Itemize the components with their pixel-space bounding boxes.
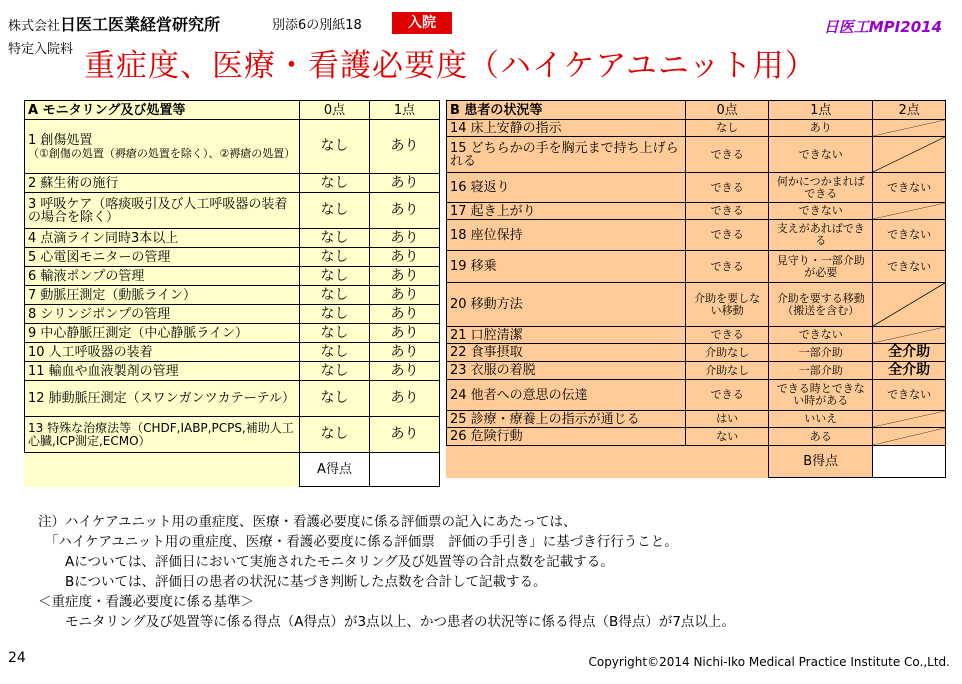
score-1-value: あり [370, 174, 440, 193]
item-label: 14 床上安静の指示 [447, 120, 686, 137]
score-2-value: できない [873, 380, 946, 411]
score-1-value: あり [370, 248, 440, 267]
item-label: 13 特殊な治療法等（CHDF,IABP,PCPS,補助人工心臓,ICP測定,ECMO） [25, 417, 300, 453]
table-row [447, 327, 946, 344]
spacer [447, 446, 686, 478]
score-1-value: 支えがあればできる [769, 220, 873, 251]
item-label-main: 1 創傷処置 [28, 132, 93, 148]
table-row [447, 283, 946, 327]
score-0-value: なし [300, 305, 370, 324]
item-label-sub: （①創傷の処置（褥瘡の処置を除く）、②褥瘡の処置） [28, 146, 296, 160]
note-line: モニタリング及び処置等に係る得点（A得点）が3点以上、かつ患者の状況等に係る得点（B得点）が7点以上。 [38, 614, 735, 630]
item-label: 5 心電図モニターの管理 [25, 248, 300, 267]
table-row [25, 120, 440, 174]
score-1-value: できない [769, 203, 873, 220]
table-b-patient-status [446, 100, 946, 478]
item-label: 10 人工呼吸器の装着 [25, 343, 300, 362]
table-row [25, 248, 440, 267]
score-1-value: できない [769, 137, 873, 173]
fee-category-label: 特定入院料 [8, 42, 74, 57]
table-b-col-2: 2点 [873, 101, 946, 120]
score-2-value: できない [873, 173, 946, 203]
not-applicable-cell [873, 327, 946, 344]
note-line: Aについては、評価日において実施されたモニタリング及び処置等の合計点数を記載する。 [38, 554, 614, 570]
score-1-value: できる時とできない時がある [769, 380, 873, 411]
table-row [25, 362, 440, 381]
score-0-value: できる [686, 251, 769, 283]
note-line: ＜重症度・看護必要度に係る基準＞ [38, 594, 254, 610]
table-b-heading: B 患者の状況等 [447, 101, 686, 120]
score-0-value: なし [300, 248, 370, 267]
score-1-value: あり [370, 267, 440, 286]
score-1-value: あり [370, 417, 440, 453]
item-label: 25 診療・療養上の指示が通じる [447, 411, 686, 428]
not-applicable-cell [873, 203, 946, 220]
note-line: 注）ハイケアユニット用の重症度、医療・看護必要度に係る評価票の記入にあたっては、 [38, 514, 577, 530]
item-label: 21 口腔清潔 [447, 327, 686, 344]
score-2-value: 全介助 [873, 344, 946, 362]
not-applicable-cell [873, 120, 946, 137]
item-label [25, 120, 300, 174]
score-0-value: なし [300, 229, 370, 248]
table-b-header-row [447, 101, 946, 120]
item-label: 8 シリンジポンプの管理 [25, 305, 300, 324]
organization-name [8, 12, 220, 35]
table-row [447, 120, 946, 137]
item-label: 22 食事摂取 [447, 344, 686, 362]
score-0-value: なし [300, 362, 370, 381]
table-row [25, 343, 440, 362]
score-1-value: 何かにつかまればできる [769, 173, 873, 203]
copyright: Copyright©2014 Nichi-Iko Medical Practice Institute Co.,Ltd. [588, 655, 950, 669]
not-applicable-cell [873, 283, 946, 327]
item-label: 17 起き上がり [447, 203, 686, 220]
score-0-value: 介助なし [686, 344, 769, 362]
item-label: 9 中心静脈圧測定（中心静脈ライン） [25, 324, 300, 343]
item-label: 7 動脈圧測定（動脈ライン） [25, 286, 300, 305]
table-row [25, 417, 440, 453]
table-row [25, 174, 440, 193]
score-1-value: あり [370, 286, 440, 305]
score-0-value: ない [686, 428, 769, 446]
score-1-value: ある [769, 428, 873, 446]
table-row [25, 381, 440, 417]
table-row [25, 286, 440, 305]
score-1-value: あり [370, 362, 440, 381]
table-a-col-0: 0点 [300, 101, 370, 120]
score-0-value: なし [300, 417, 370, 453]
item-label: 16 寝返り [447, 173, 686, 203]
page-number: 24 [8, 650, 26, 666]
score-1-value: 一部介助 [769, 344, 873, 362]
score-1-value: あり [769, 120, 873, 137]
score-0-value: できる [686, 173, 769, 203]
page-title: 重症度、医療・看護必要度（ハイケアユニット用） [84, 48, 817, 84]
table-row [447, 362, 946, 380]
score-1-value: できない [769, 327, 873, 344]
score-0-value: なし [300, 120, 370, 174]
item-label: 6 輸液ポンプの管理 [25, 267, 300, 286]
table-row [447, 428, 946, 446]
item-label: 15 どちらかの手を胸元まで持ち上げられる [447, 137, 686, 173]
table-row [25, 305, 440, 324]
score-0-value: できる [686, 380, 769, 411]
table-row [25, 267, 440, 286]
item-label: 3 呼吸ケア（喀痰吸引及び人工呼吸器の装着の場合を除く） [25, 193, 300, 229]
score-2-value: できない [873, 251, 946, 283]
item-label: 2 蘇生術の施行 [25, 174, 300, 193]
score-2-value: 全介助 [873, 362, 946, 380]
score-0-value: なし [300, 381, 370, 417]
not-applicable-cell [873, 411, 946, 428]
table-row [25, 229, 440, 248]
table-a-monitoring [24, 100, 440, 487]
table-b-col-1: 1点 [769, 101, 873, 120]
table-a-heading: A モニタリング及び処置等 [25, 101, 300, 120]
score-1-value: 介助を要する移動（搬送を含む） [769, 283, 873, 327]
item-label: 26 危険行動 [447, 428, 686, 446]
brand-label: 日医工MPI2014 [823, 18, 942, 36]
score-1-value: 見守り・一部介助が必要 [769, 251, 873, 283]
not-applicable-cell [873, 428, 946, 446]
spacer [686, 446, 769, 478]
inpatient-badge: 入院 [392, 12, 452, 34]
score-0-value: できる [686, 220, 769, 251]
score-0-value: なし [300, 324, 370, 343]
table-row [447, 380, 946, 411]
item-label: 4 点滴ライン同時3本以上 [25, 229, 300, 248]
score-0-value: 介助なし [686, 362, 769, 380]
score-0-value: なし [300, 267, 370, 286]
org-main-name: 日医工医業経営研究所 [60, 15, 221, 34]
score-0-value: できる [686, 203, 769, 220]
table-row [25, 324, 440, 343]
notes-block [38, 512, 735, 632]
score-1-value: あり [370, 343, 440, 362]
score-1-value: あり [370, 193, 440, 229]
table-row [447, 411, 946, 428]
score-0-value: できる [686, 137, 769, 173]
table-row [447, 173, 946, 203]
table-a-score-row [25, 453, 440, 487]
b-score-box[interactable] [873, 446, 946, 478]
table-b-col-0: 0点 [686, 101, 769, 120]
table-row [447, 137, 946, 173]
score-0-value: なし [300, 174, 370, 193]
score-1-value: いいえ [769, 411, 873, 428]
score-0-value: 介助を要しない移動 [686, 283, 769, 327]
table-b-score-row [447, 446, 946, 478]
score-1-value: あり [370, 324, 440, 343]
score-1-value: あり [370, 305, 440, 324]
item-label: 11 輸血や血液製剤の管理 [25, 362, 300, 381]
score-0-value: はい [686, 411, 769, 428]
table-row [447, 203, 946, 220]
table-row [25, 193, 440, 229]
score-1-value: あり [370, 229, 440, 248]
score-0-value: なし [300, 343, 370, 362]
item-label: 24 他者への意思の伝達 [447, 380, 686, 411]
item-label: 12 肺動脈圧測定（スワンガンツカテーテル） [25, 381, 300, 417]
item-label: 18 座位保持 [447, 220, 686, 251]
note-line: 「ハイケアユニット用の重症度、医療・看護必要度に係る評価票 評価の手引き」に基づき行行うこと。 [38, 534, 678, 550]
table-row [447, 220, 946, 251]
not-applicable-cell [873, 137, 946, 173]
item-label: 20 移動方法 [447, 283, 686, 327]
score-2-value: できない [873, 220, 946, 251]
score-0-value: なし [300, 193, 370, 229]
a-score-label: A得点 [300, 453, 370, 487]
score-0-value: なし [686, 120, 769, 137]
table-a-header-row [25, 101, 440, 120]
note-line: Bについては、評価日の患者の状況に基づき判断した点数を合計して記載する。 [38, 574, 547, 590]
score-1-value: あり [370, 381, 440, 417]
table-row [447, 251, 946, 283]
item-label: 19 移乗 [447, 251, 686, 283]
b-score-label: B得点 [769, 446, 873, 478]
a-score-box[interactable] [370, 453, 440, 487]
score-1-value: 一部介助 [769, 362, 873, 380]
score-0-value: なし [300, 286, 370, 305]
table-a-col-1: 1点 [370, 101, 440, 120]
org-prefix: 株式会社 [8, 19, 61, 34]
table-row [447, 344, 946, 362]
spacer [25, 453, 300, 487]
item-label: 23 衣服の着脱 [447, 362, 686, 380]
score-0-value: できる [686, 327, 769, 344]
document-reference: 別添6の別紙18 [272, 18, 362, 33]
score-1-value: あり [370, 120, 440, 174]
